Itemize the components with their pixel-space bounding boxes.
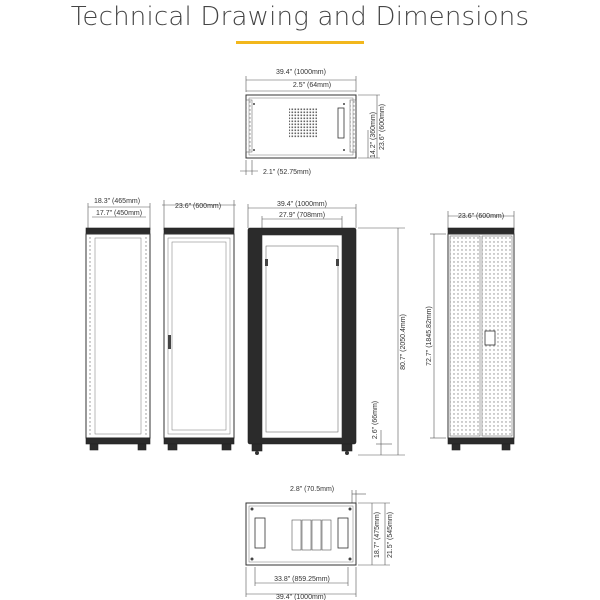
bottom-offset: 2.8" (70.5mm) xyxy=(290,486,335,493)
main-width-total: 39.4" (1000mm) xyxy=(277,201,327,208)
top-width-inner: 2.5" (64mm) xyxy=(292,82,332,89)
top-width-total: 39.4" (1000mm) xyxy=(276,69,326,76)
top-depth-b: 23.6" (600mm) xyxy=(379,103,386,151)
side-depth: 23.6" (600mm) xyxy=(175,203,222,210)
front-view xyxy=(86,198,150,450)
side-view xyxy=(162,200,236,450)
main-caster-height: 2.6" (66mm) xyxy=(372,400,379,440)
bottom-view xyxy=(246,486,394,600)
bottom-width-inner: 33.8" (859.25mm) xyxy=(274,576,330,583)
main-height-total: 80.7" (2050.4mm) xyxy=(400,314,407,370)
rear-view xyxy=(426,211,514,450)
top-view xyxy=(240,69,386,176)
front-inner-width: 17.7" (450mm) xyxy=(96,210,143,217)
page-title: Technical Drawing and Dimensions xyxy=(70,2,530,32)
bottom-depth-b: 21.5" (545mm) xyxy=(387,511,394,559)
bottom-depth-a: 18.7" (475mm) xyxy=(374,511,381,559)
top-offset: 2.1" (52.75mm) xyxy=(263,169,312,176)
bottom-width-total: 39.4" (1000mm) xyxy=(276,594,326,600)
main-width-inner: 27.9" (708mm) xyxy=(278,212,326,219)
main-front-view xyxy=(248,201,407,455)
rear-height: 72.7" (1845.82mm) xyxy=(426,306,433,366)
front-outer-width: 18.3" (465mm) xyxy=(94,198,141,205)
rear-depth: 23.6" (600mm) xyxy=(458,213,505,220)
top-depth-a: 14.2" (360mm) xyxy=(370,111,377,159)
